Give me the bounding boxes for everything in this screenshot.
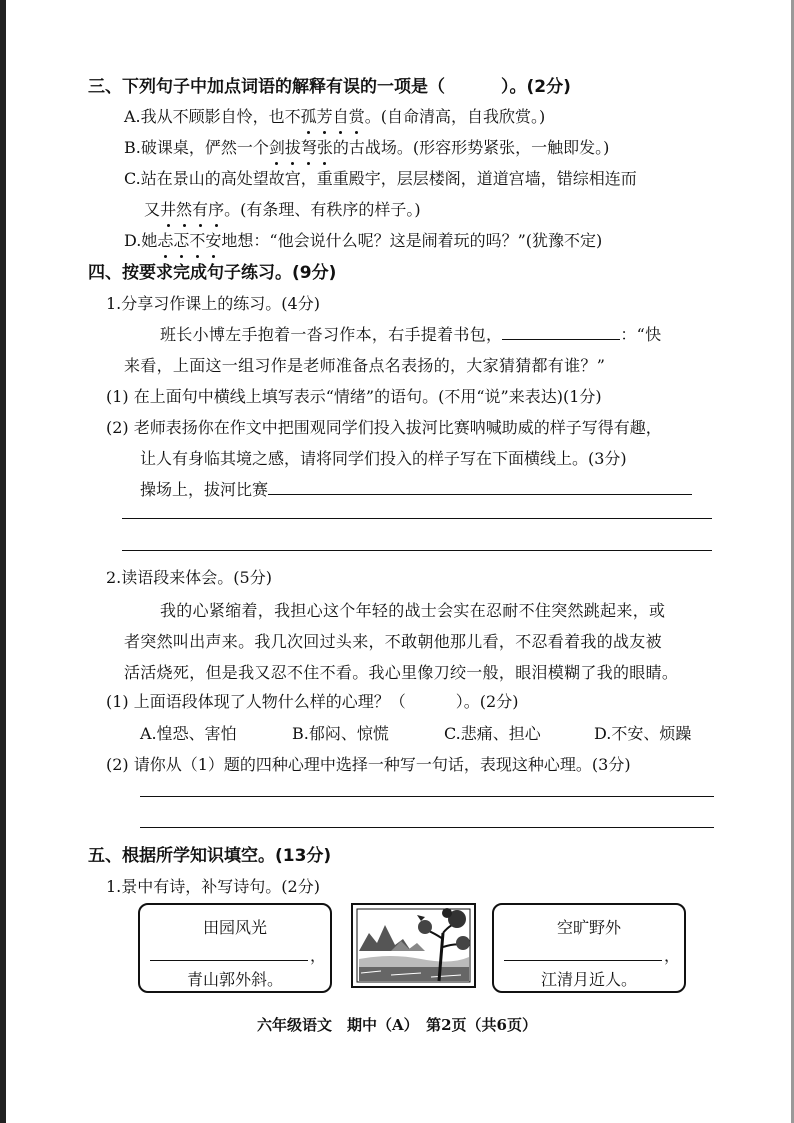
tug-of-war-answer-line[interactable] — [268, 494, 692, 495]
poem-box-title: 空旷野外 — [556, 918, 621, 937]
poem-blank-line[interactable] — [504, 960, 662, 961]
dotted-char: 赏 — [348, 107, 365, 126]
option-3c-line1: C.站在景山的高处望故宫，重重殿宇，层层楼阁，道道宫墙，错综相连而 — [124, 169, 637, 188]
tree-foliage — [418, 920, 432, 934]
poem-comma: ， — [664, 946, 681, 965]
answer-line[interactable] — [122, 518, 712, 519]
poem-comma: ， — [310, 946, 327, 965]
field-shape — [359, 967, 469, 981]
q4-2-option-b: B.郁闷、惊慌 — [292, 724, 389, 743]
poem-box-title: 田园风光 — [202, 918, 267, 937]
dotted-char: 芳 — [316, 107, 333, 126]
emotion-blank[interactable] — [502, 339, 620, 340]
scan-edge-left — [0, 0, 6, 1123]
dotted-char: 然 — [176, 200, 193, 219]
poem-box-wilderness — [492, 903, 686, 993]
tree-foliage — [442, 908, 452, 918]
dotted-char: 剑 — [268, 138, 285, 157]
option-3c-line2: 又井然有序。(有条理、有秩序的样子。) — [144, 200, 421, 219]
q4-2-passage-line1: 我的心紧缩着，我担心这个年轻的战士会实在忍耐不住突然跳起来，或 — [160, 601, 666, 620]
option-3d: D.她忐忑不安地想：“他会说什么呢？这是闹着玩的吗？”(犹豫不定) — [124, 231, 603, 250]
q4-1-text-line1: 班长小博左手抱着一沓习作本，右手提着书包， ：“快 — [160, 325, 662, 344]
dotted-char: 有 — [192, 200, 209, 219]
tree-foliage — [456, 936, 470, 950]
q4-2-sub2: (2) 请你从（1）题的四种心理中选择一种写一句话，表现这种心理。(3分) — [106, 755, 631, 774]
section5-title: 五、根据所学知识填空。(13分) — [88, 846, 332, 866]
dotted-char: 忑 — [173, 231, 190, 250]
section3-title: 三、下列句子中加点词语的解释有误的一项是（ ）。(2分) — [88, 77, 571, 97]
dotted-char: 不 — [189, 231, 206, 250]
q4-2-title: 2.读语段来体会。(5分) — [106, 568, 272, 587]
q4-2-passage-line3: 活活烧死，但是我又忍不住不看。我心里像刀绞一般，眼泪模糊了我的眼睛。 — [124, 663, 679, 682]
q4-2-option-d: D.不安、烦躁 — [594, 724, 692, 743]
q4-2-option-a: A.惶恐、害怕 — [140, 724, 237, 743]
q4-1-sub2-line3: 操场上，拔河比赛 — [140, 479, 692, 501]
poem-line: 青山郭外斜。 — [186, 970, 283, 989]
dotted-char: 拔 — [284, 138, 301, 157]
q4-2-passage-line2: 者突然叫出声来。我几次回过头来，不敢朝他那儿看，不忍看着我的战友被 — [124, 632, 662, 651]
q4-1-text-line2: 来看，上面这一组习作是老师准备点名表扬的，大家猜猜都有谁？” — [124, 356, 606, 375]
section4-title: 四、按要求完成句子练习。(9分) — [88, 263, 337, 283]
q5-1-title: 1.景中有诗，补写诗句。(2分) — [106, 877, 320, 896]
option-3a: A.我从不顾影自怜，也不孤芳自赏。(自命清高，自我欣赏。) — [124, 107, 546, 126]
landscape-illustration — [351, 903, 476, 988]
answer-line[interactable] — [122, 550, 712, 551]
dotted-char: 张 — [316, 138, 333, 157]
dotted-char: 孤 — [300, 107, 317, 126]
answer-line[interactable] — [140, 827, 714, 828]
dotted-char: 自 — [332, 107, 349, 126]
q4-2-sub1: (1) 上面语段体现了人物什么样的心理？（ ）。(2分) — [106, 692, 519, 711]
q4-2-option-c: C.悲痛、担心 — [444, 724, 541, 743]
dotted-char: 序 — [208, 200, 225, 219]
q4-1-title: 1.分享习作课上的练习。(4分) — [106, 294, 320, 313]
q4-1-sub1: (1) 在上面句中横线上填写表示“情绪”的语句。(不用“说”来表达)(1分) — [106, 387, 602, 406]
poem-line: 江清月近人。 — [540, 970, 637, 989]
answer-line[interactable] — [140, 796, 714, 797]
page-footer: 六年级语文 期中（A） 第2页（共6页） — [256, 1016, 537, 1034]
dotted-char: 安 — [205, 231, 222, 250]
q4-1-sub2-line1: (2) 老师表扬你在作文中把围观同学们投入拔河比赛呐喊助威的样子写得有趣， — [106, 418, 662, 437]
dotted-char: 井 — [160, 200, 177, 219]
dotted-char: 弩 — [300, 138, 317, 157]
dotted-char: 忐 — [157, 231, 174, 250]
poem-box-pastoral — [138, 903, 332, 993]
q4-1-sub2-line2: 让人有身临其境之感，请将同学们投入的样子写在下面横线上。(3分) — [140, 449, 627, 468]
option-3b: B.破课桌，俨然一个剑拔弩张的古战场。(形容形势紧张，一触即发。) — [124, 138, 610, 157]
poem-blank-line[interactable] — [150, 960, 308, 961]
